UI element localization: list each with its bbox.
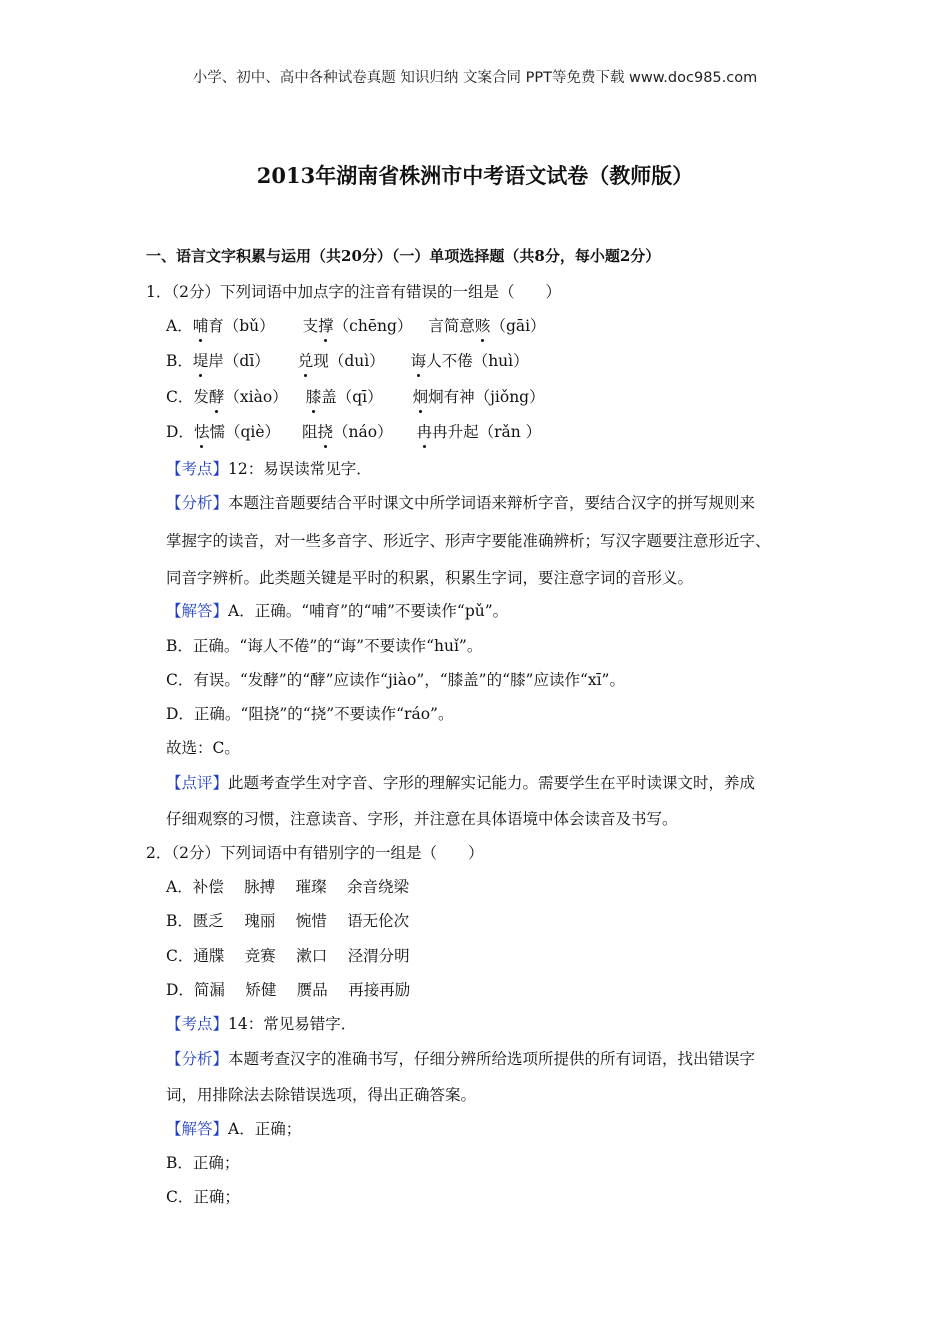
- dotted-char: 赅: [475, 314, 491, 336]
- question-2-option-d: D．简漏 矫健 赝品 再接再励: [166, 981, 411, 999]
- question-2-fenxi-line-2: 词，用排除法去除错误选项，得出正确答案。: [166, 1086, 477, 1104]
- jieda-tag: 【解答】: [166, 602, 229, 620]
- question-1-jieda-d: D．正确。“阻挠”的“挠”不要读作“ráo”。: [166, 705, 454, 723]
- question-1-option-c: C．发酵（xiào） 膝盖（qī） 炯炯有神（jiǒng）: [166, 385, 545, 407]
- question-1-stem: 1．（2分）下列词语中加点字的注音有错误的一组是（ ）: [146, 283, 561, 301]
- question-2-fenxi: 【分析】本题考查汉字的准确书写，仔细分辨所给选项所提供的所有词语，找出错误字: [166, 1050, 756, 1068]
- question-1-option-d: D．怯懦（qiè） 阻挠（náo） 冉冉升起（rǎn ）: [166, 420, 541, 442]
- dotted-char: 挠: [318, 420, 334, 442]
- fenxi-tag: 【分析】: [166, 1050, 229, 1068]
- question-1-option-a: A．哺育（bǔ） 支撑（chēng） 言简意赅（gāi）: [166, 314, 546, 336]
- question-1-dianping: 【点评】此题考查学生对字音、字形的理解实记能力。需要学生在平时读课文时，养成: [166, 774, 756, 792]
- question-2-kaodian: 【考点】14：常见易错字．: [166, 1015, 357, 1033]
- question-1-fenxi-line-2: 掌握字的读音，对一些多音字、形近字、形声字要能准确辨析；写汉字题要注意形近字、: [166, 532, 771, 550]
- question-2-jieda-c: C．正确；: [166, 1188, 240, 1206]
- dotted-char: 炯: [413, 385, 429, 407]
- dianping-tag: 【点评】: [166, 774, 229, 792]
- question-2-option-b: B．匮乏 瑰丽 惋惜 语无伦次: [166, 912, 410, 930]
- dotted-char: 膝: [306, 385, 322, 407]
- dotted-char: 诲: [411, 349, 427, 371]
- dotted-char: 怯: [194, 420, 210, 442]
- question-2-stem: 2．（2分）下列词语中有错别字的一组是（ ）: [146, 844, 484, 862]
- question-1-kaodian: 【考点】12：易误读常见字．: [166, 460, 372, 478]
- kaodian-tag: 【考点】: [166, 460, 229, 478]
- dotted-char: 冉: [417, 420, 433, 442]
- question-1-fenxi-line-3: 同音字辨析。此类题关键是平时的积累，积累生字词，要注意字词的音形义。: [166, 569, 694, 587]
- dotted-char: 撑: [318, 314, 334, 336]
- question-1-jieda-b: B．正确。“诲人不倦”的“诲”不要读作“huǐ”。: [166, 637, 483, 655]
- question-1-option-b: B．堤岸（dī） 兑现（duì） 诲人不倦（huì）: [166, 349, 529, 371]
- dotted-char: 兑: [298, 349, 314, 371]
- dotted-char: 酵: [209, 385, 225, 407]
- question-2-option-c: C．通牒 竞赛 漱口 泾渭分明: [166, 947, 410, 965]
- question-2-jieda-b: B．正确；: [166, 1154, 240, 1172]
- page-title: 2013年湖南省株洲市中考语文试卷（教师版）: [256, 163, 694, 188]
- fenxi-tag: 【分析】: [166, 494, 229, 512]
- kaodian-tag: 【考点】: [166, 1015, 229, 1033]
- question-1-answer: 故选：C。: [166, 739, 240, 757]
- jieda-tag: 【解答】: [166, 1120, 229, 1138]
- section-heading: 一、语言文字积累与运用（共20分）（一）单项选择题（共8分，每小题2分）: [146, 247, 661, 265]
- question-1-fenxi: 【分析】本题注音题要结合平时课文中所学词语来辩析字音，要结合汉字的拼写规则来: [166, 494, 756, 512]
- dotted-char: 哺: [193, 314, 209, 336]
- page-header: 小学、初中、高中各种试卷真题 知识归纳 文案合同 PPT等免费下载 www.doc985.com: [192, 70, 758, 86]
- question-1-dianping-line-2: 仔细观察的习惯，注意读音、字形，并注意在具体语境中体会读音及书写。: [166, 810, 678, 828]
- question-2-jieda: 【解答】A．正确；: [166, 1120, 302, 1138]
- dotted-char: 堤: [193, 349, 209, 371]
- question-1-jieda: 【解答】A．正确。“哺育”的“哺”不要读作“pǔ”。: [166, 602, 509, 620]
- question-1-jieda-c: C．有误。“发酵”的“酵”应读作“jiào”，“膝盖”的“膝”应读作“xī”。: [166, 671, 625, 689]
- question-2-option-a: A．补偿 脉搏 璀璨 余音绕梁: [166, 878, 409, 896]
